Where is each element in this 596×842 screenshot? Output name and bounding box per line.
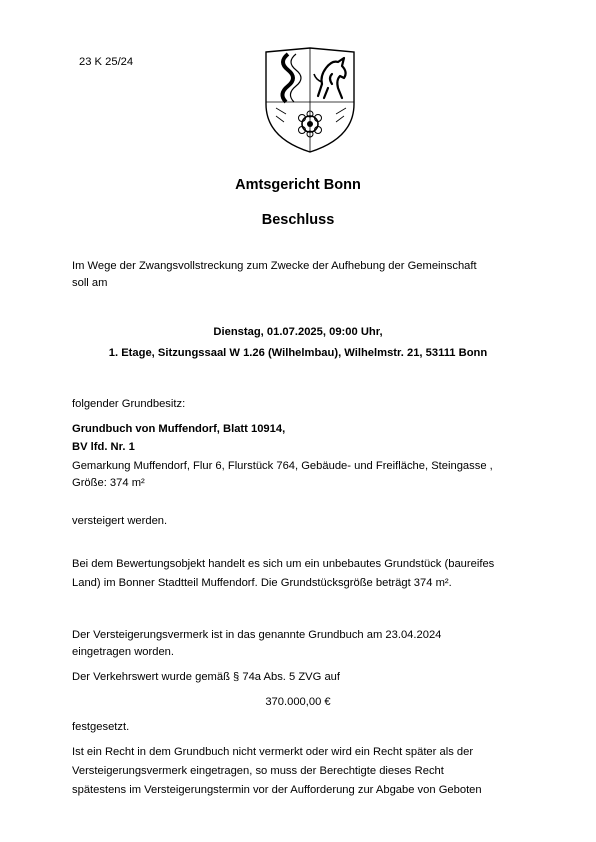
intro-line-1: Im Wege der Zwangsvollstreckung zum Zwecke der Aufhebung der Gemeinschaft (72, 260, 477, 272)
rights-line-1: Ist ein Recht in dem Grundbuch nicht vermerkt oder wird ein Recht später als der (72, 746, 474, 758)
property-description-2: Größe: 374 m² (72, 477, 145, 489)
land-register: Grundbuch von Muffendorf, Blatt 10914, (72, 423, 286, 435)
intro-line-2: soll am (72, 277, 108, 289)
auction-statement: versteigert werden. (72, 515, 168, 527)
market-value-amount: 370.000,00 € (265, 696, 331, 708)
property-description-1: Gemarkung Muffendorf, Flur 6, Flurstück 764, Gebäude- und Freifläche, Steingasse , (72, 460, 493, 472)
market-value-intro: Der Verkehrswert wurde gemäß § 74a Abs. 5 ZVG auf (72, 671, 341, 683)
register-entry: BV lfd. Nr. 1 (72, 441, 135, 453)
appointment-datetime: Dienstag, 01.07.2025, 09:00 Uhr, (213, 326, 383, 338)
market-value-outro: festgesetzt. (72, 721, 130, 733)
court-name: Amtsgericht Bonn (235, 177, 361, 193)
valuation-line-2: Land) im Bonner Stadtteil Muffendorf. Die Grundstücksgröße beträgt 374 m². (72, 577, 452, 589)
registration-line-2: eingetragen worden. (72, 646, 175, 658)
registration-line-1: Der Versteigerungsvermerk ist in das genannte Grundbuch am 23.04.2024 (72, 629, 442, 641)
file-number: 23 K 25/24 (79, 56, 134, 68)
appointment-location: 1. Etage, Sitzungssaal W 1.26 (Wilhelmbau), Wilhelmstr. 21, 53111 Bonn (108, 347, 488, 359)
rights-line-2: Versteigerungsvermerk eingetragen, so muss der Berechtigte dieses Recht (72, 765, 444, 777)
document-type: Beschluss (261, 212, 335, 228)
valuation-line-1: Bei dem Bewertungsobjekt handelt es sich um ein unbebautes Grundstück (baureifes (72, 558, 495, 570)
rights-line-3: spätestens im Versteigerungstermin vor der Aufforderung zur Abgabe von Geboten (72, 784, 482, 796)
coat-of-arms-logo (262, 46, 358, 154)
property-intro: folgender Grundbesitz: (72, 398, 186, 410)
